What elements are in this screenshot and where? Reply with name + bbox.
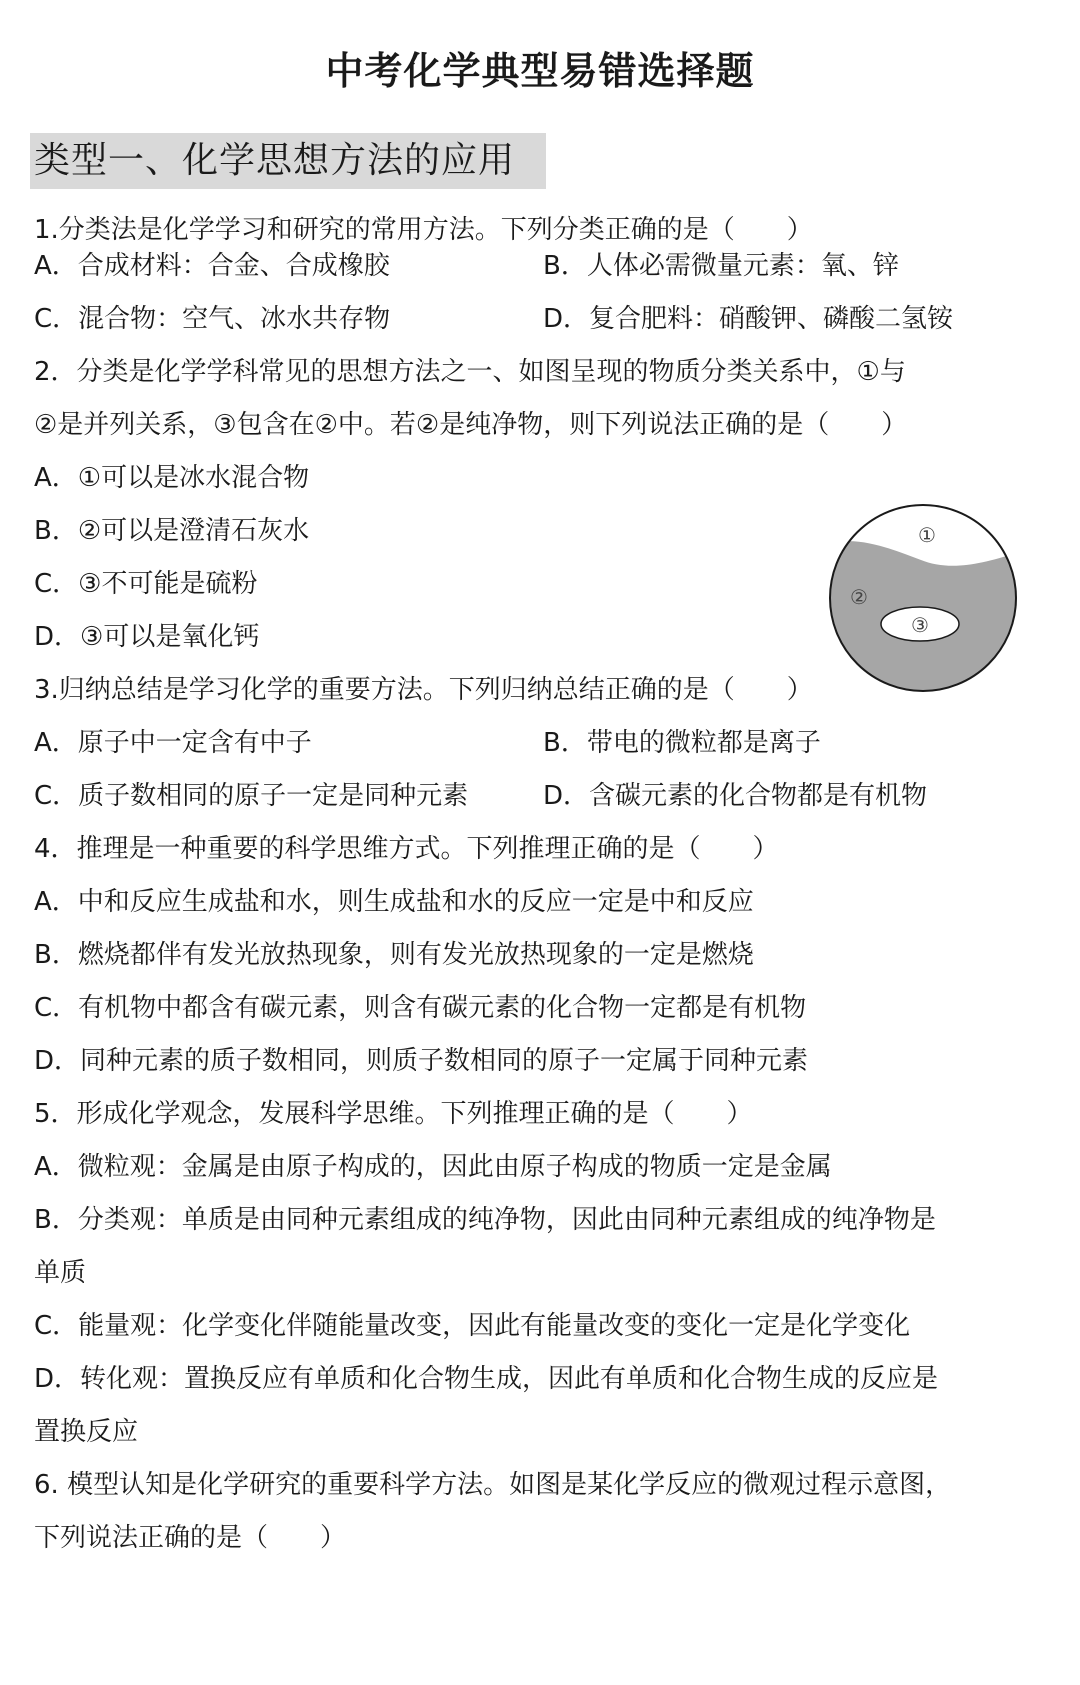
classification-diagram <box>816 502 1030 694</box>
region-3-label: ③ <box>911 613 929 637</box>
question-1-stem: 1.分类法是化学学习和研究的常用方法。下列分类正确的是（ ） <box>34 215 813 245</box>
question-2-option-a: A．①可以是冰水混合物 <box>34 463 310 493</box>
question-5-stem: 5．形成化学观念，发展科学思维。下列推理正确的是（ ） <box>34 1099 753 1129</box>
question-4-option-c: C．有机物中都含有碳元素，则含有碳元素的化合物一定都是有机物 <box>34 993 807 1023</box>
question-4-option-a: A．中和反应生成盐和水，则生成盐和水的反应一定是中和反应 <box>34 887 754 917</box>
question-5-option-b-line2: 单质 <box>34 1258 87 1288</box>
section-header-text: 类型一、化学思想方法的应用 <box>34 140 516 181</box>
question-2-stem-line2: ②是并列关系，③包含在②中。若②是纯净物，则下列说法正确的是（ ） <box>34 410 908 440</box>
question-4-option-b: B．燃烧都伴有发光放热现象，则有发光放热现象的一定是燃烧 <box>34 940 754 970</box>
question-2-option-d: D．③可以是氧化钙 <box>34 622 260 652</box>
region-1-label: ① <box>918 523 936 547</box>
question-6-stem-line2: 下列说法正确的是（ ） <box>34 1523 347 1553</box>
question-5-option-c: C．能量观：化学变化伴随能量改变，因此有能量改变的变化一定是化学变化 <box>34 1311 911 1341</box>
question-6-stem-line1: 6. 模型认知是化学研究的重要科学方法。如图是某化学反应的微观过程示意图， <box>34 1470 952 1500</box>
question-3-option-b: B．带电的微粒都是离子 <box>543 728 821 758</box>
question-1-option-c: C．混合物：空气、冰水共存物 <box>34 304 391 334</box>
question-4-option-d: D．同种元素的质子数相同，则质子数相同的原子一定属于同种元素 <box>34 1046 809 1076</box>
section-header <box>30 133 546 189</box>
question-4-stem: 4．推理是一种重要的科学思维方式。下列推理正确的是（ ） <box>34 834 779 864</box>
question-5-option-d-line1: D．转化观：置换反应有单质和化合物生成，因此有单质和化合物生成的反应是 <box>34 1364 939 1394</box>
question-3-option-c: C．质子数相同的原子一定是同种元素 <box>34 781 469 811</box>
question-5-option-d-line2: 置换反应 <box>34 1417 139 1447</box>
page-title: 中考化学典型易错选择题 <box>325 49 755 93</box>
question-3-option-d: D．含碳元素的化合物都是有机物 <box>543 781 928 811</box>
region-2-label: ② <box>850 585 868 609</box>
question-2-stem-line1: 2．分类是化学学科常见的思想方法之一、如图呈现的物质分类关系中，①与 <box>34 357 906 387</box>
question-1-option-a: A．合成材料：合金、合成橡胶 <box>34 251 390 281</box>
question-2-option-c: C．③不可能是硫粉 <box>34 569 258 599</box>
question-1-option-d: D．复合肥料：硝酸钾、磷酸二氢铵 <box>543 304 954 334</box>
question-2-option-b: B．②可以是澄清石灰水 <box>34 516 310 546</box>
question-5-option-b-line1: B．分类观：单质是由同种元素组成的纯净物，因此由同种元素组成的纯净物是 <box>34 1205 936 1235</box>
question-5-option-a: A．微粒观：金属是由原子构成的，因此由原子构成的物质一定是金属 <box>34 1152 832 1182</box>
question-3-stem: 3.归纳总结是学习化学的重要方法。下列归纳总结正确的是（ ） <box>34 675 813 705</box>
question-1-option-b: B．人体必需微量元素：氧、锌 <box>543 251 899 281</box>
question-3-option-a: A．原子中一定含有中子 <box>34 728 312 758</box>
